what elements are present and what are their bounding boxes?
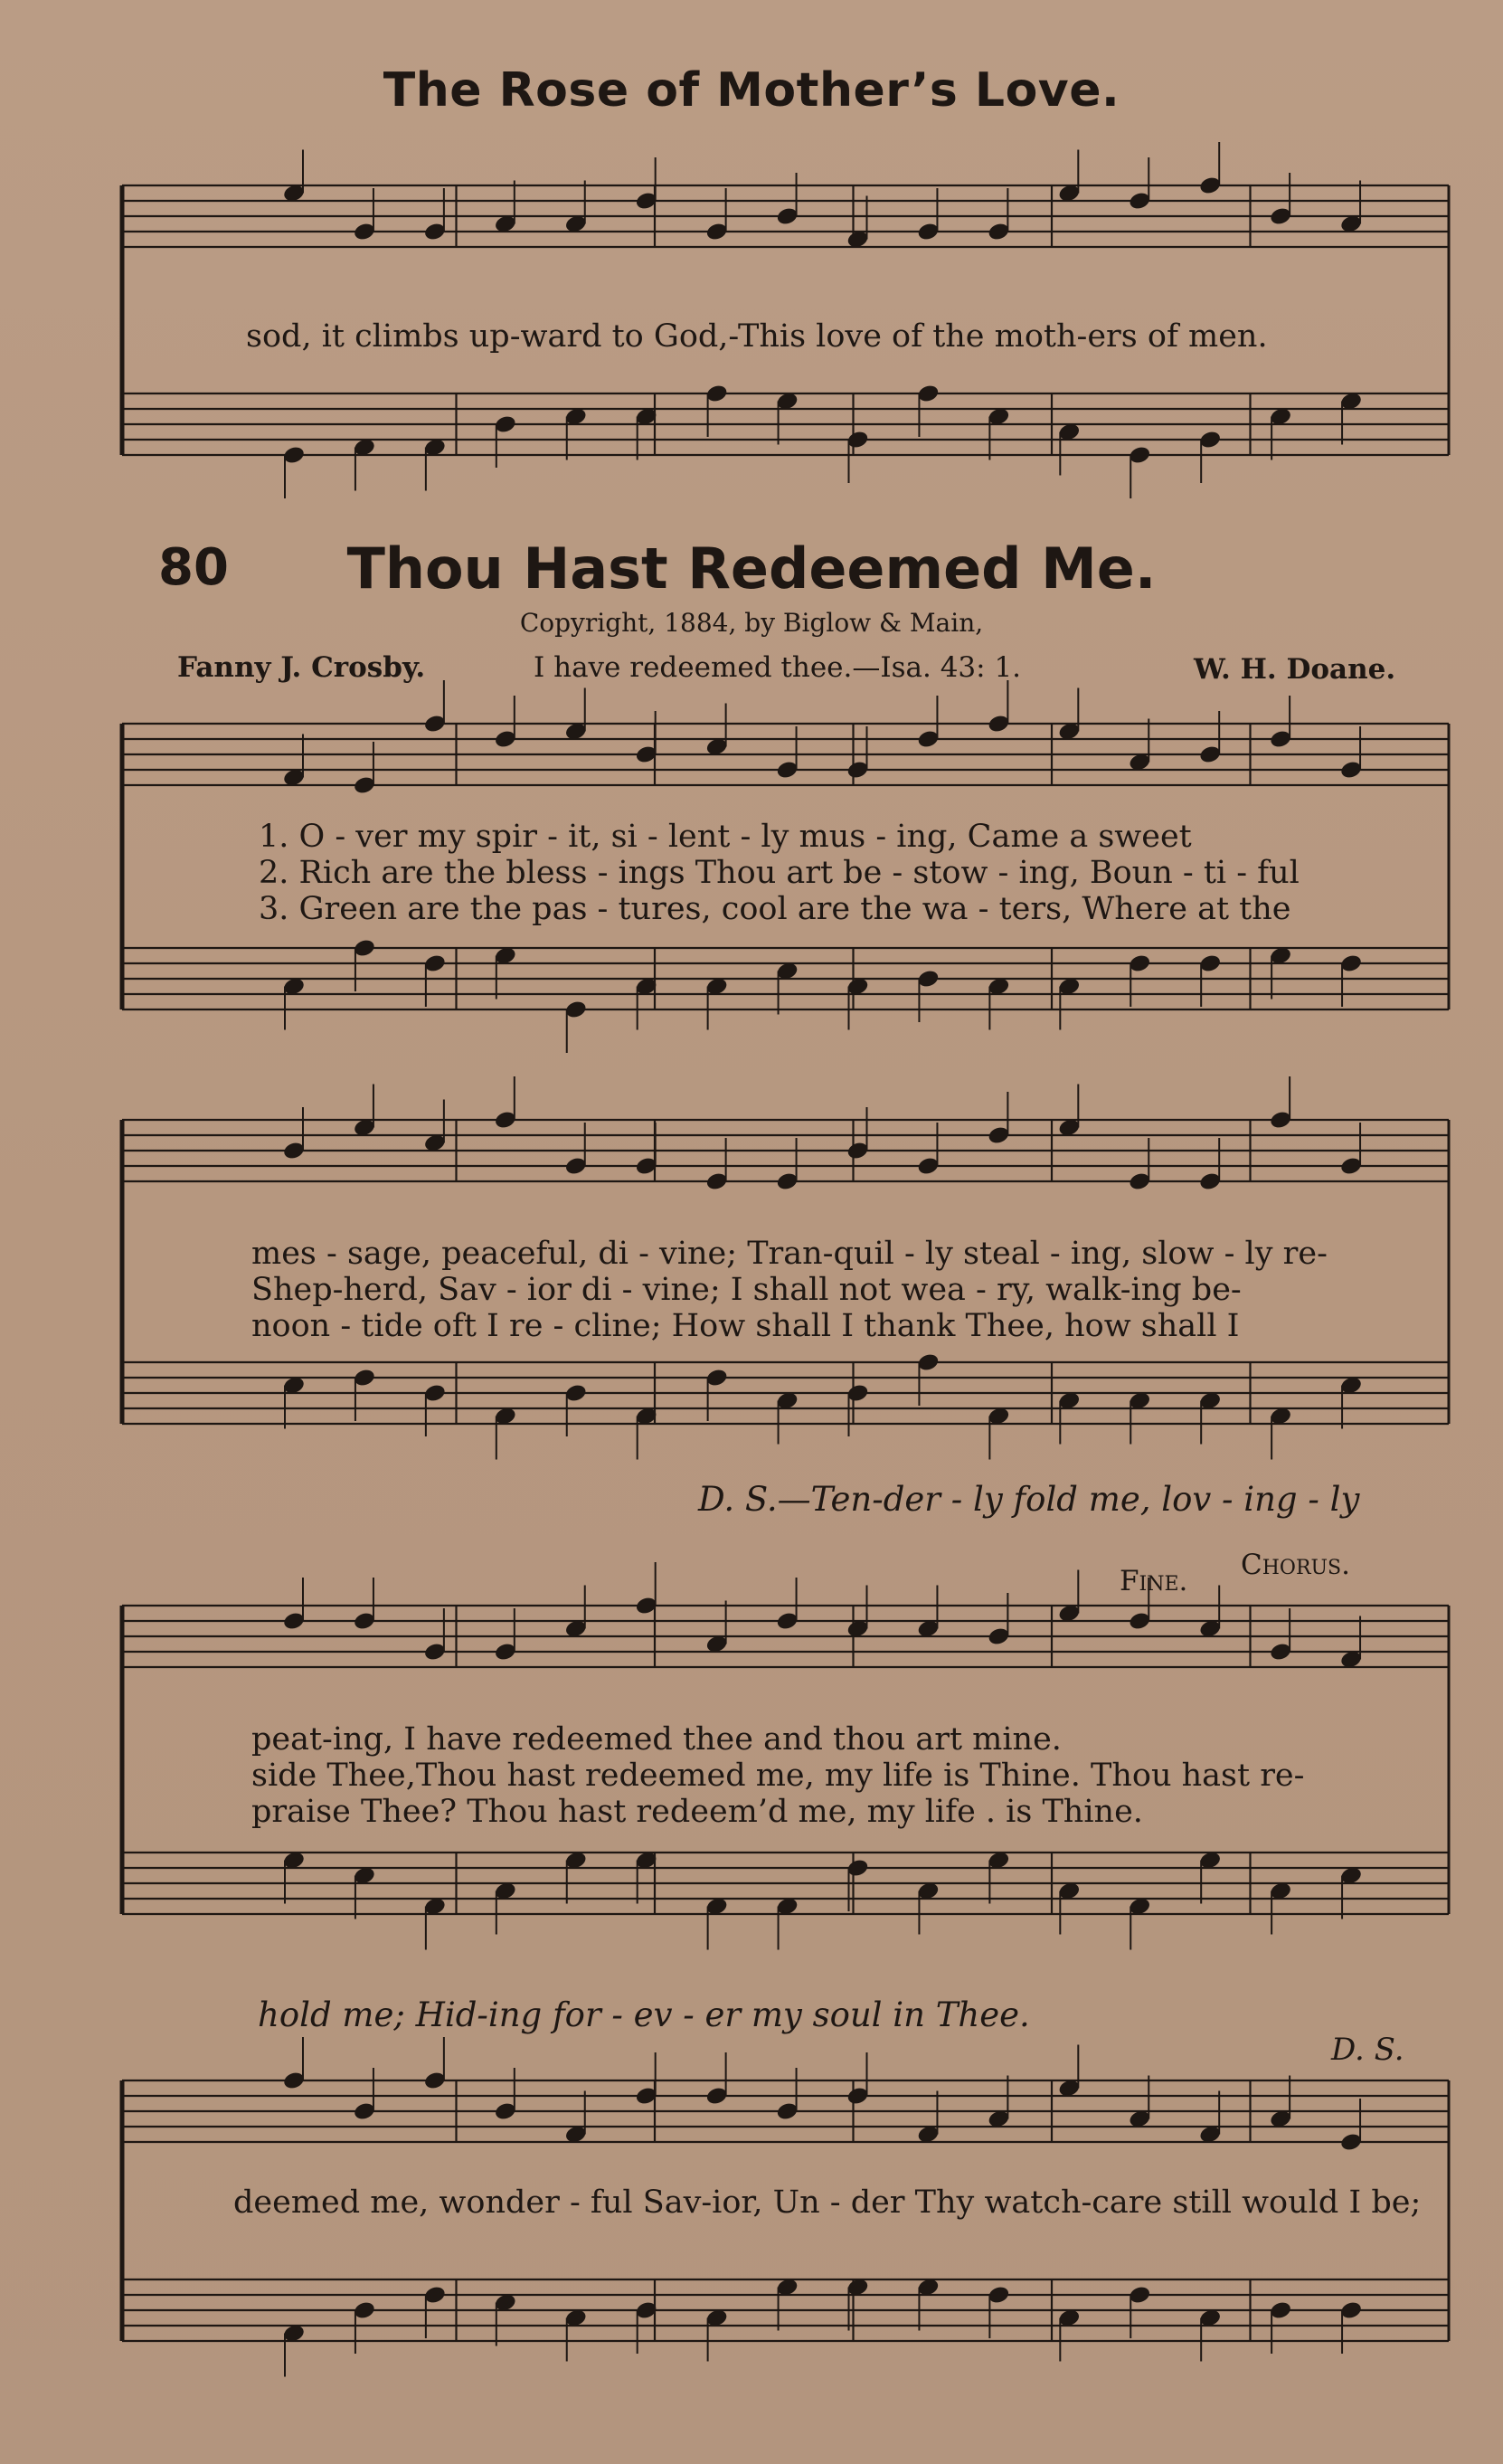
verse-3-line-1: 3. Green are the pas - tures, cool are the wa - ters, Where at the [259,891,1291,927]
ds-lyric-line: D. S.—Ten-der - ly fold me, lov - ing - ly [698,1480,1360,1519]
verse-2-line-2: Shep-herd, Sav - ior di - vine; I shall not wea - ry, walk-ing be- [251,1272,1242,1308]
verse-1-line-3: peat-ing, I have redeemed thee and thou art mine. [251,1721,1062,1758]
ds-mark: D. S. [1331,2032,1404,2068]
chorus-label: Chorus. [1241,1549,1350,1581]
verse-2-line-1: 2. Rich are the bless - ings Thou art be - stow - ing, Boun - ti - ful [259,855,1300,891]
fine-mark: Fine. [1120,1565,1188,1597]
hymn-title: Thou Hast Redeemed Me. [346,535,1157,602]
scripture-reference: I have redeemed thee.—Isa. 43: 1. [534,651,1022,684]
author-credit: Fanny J. Crosby. [177,651,426,684]
verse-3-line-2: noon - tide oft I re - cline; How shall I thank Thee, how shall I [251,1308,1240,1344]
previous-hymn-title: The Rose of Mother’s Love. [383,63,1120,118]
verse-2-line-3: side Thee,Thou hast redeemed me, my life is Thine. Thou hast re- [251,1758,1305,1794]
chorus-lyric-line: deemed me, wonder - ful Sav-ior, Un - der Thy watch-care still would I be; [233,2184,1422,2221]
verse-3-line-3: praise Thee? Thou hast redeem’d me, my life . is Thine. [251,1794,1143,1830]
chorus-italic-lyric: hold me; Hid-ing for - ev - er my soul in Thee. [258,1995,1030,2034]
verse-1-line-2: mes - sage, peaceful, di - vine; Tran-quil - ly steal - ing, slow - ly re- [251,1236,1328,1272]
composer-credit: W. H. Doane. [1194,653,1396,686]
previous-hymn-lyric: sod, it climbs up-ward to God,-This love of the moth-ers of men. [246,318,1268,355]
hymn-number: 80 [158,538,229,597]
verse-1-line-1: 1. O - ver my spir - it, si - lent - ly mus - ing, Came a sweet [259,819,1192,855]
copyright-line: Copyright, 1884, by Biglow & Main, [519,608,984,638]
